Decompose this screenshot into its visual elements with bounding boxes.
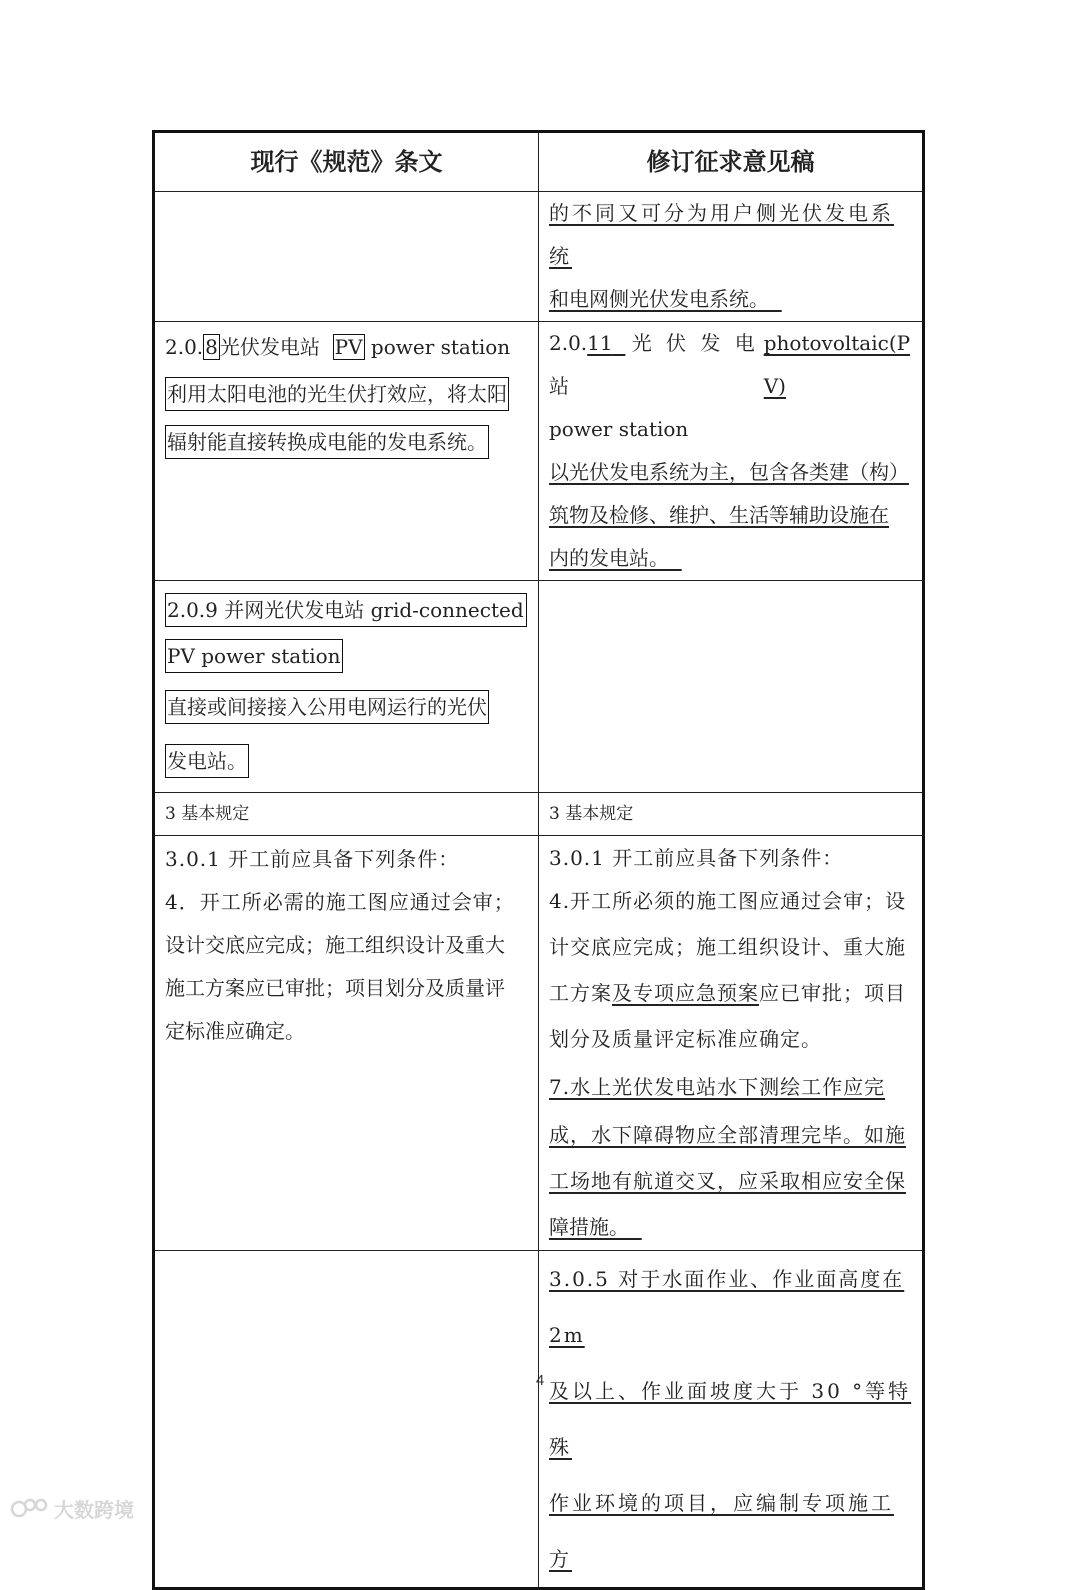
text-line: 筑物及检修、维护、生活等辅助设施在: [549, 503, 889, 527]
boxed-pv: PV: [334, 335, 363, 359]
text-line: 工方案及专项应急预案应已审批；项目: [549, 981, 906, 1005]
text-line: 定标准应确定。: [165, 1019, 305, 1043]
cell-right: [539, 1251, 924, 1589]
text-line: 利用太阳电池的光生伏打效应，将太阳: [165, 369, 528, 419]
watermark: [10, 1493, 134, 1523]
cell-left-empty: [154, 1251, 539, 1589]
page-number: 4: [535, 1372, 545, 1389]
text-line: 设计交底应完成；施工组织设计及重大: [165, 933, 505, 957]
section-left: 3 基本规定: [154, 793, 539, 836]
table-row: [154, 836, 924, 1251]
table-row: [154, 1251, 924, 1589]
text-line: 4.开工所必须的施工图应通过会审；设: [549, 889, 907, 913]
watermark-text: 大数跨境: [54, 1497, 134, 1522]
text-line: 2.0. 8 光伏发电站 PV power station: [165, 335, 511, 359]
text-line: 发电站。: [165, 735, 528, 787]
text-line: 直接或间接接入公用电网运行的光伏: [165, 679, 528, 735]
watermark-logo-icon: [10, 1495, 50, 1521]
text-line: 3.0.1 开工前应具备下列条件：: [165, 847, 460, 871]
cell-right-empty: [539, 581, 924, 793]
table-row: [154, 322, 924, 581]
table-row: [154, 192, 924, 322]
text-line: PV power station: [165, 633, 528, 679]
header-revised-draft: 修订征求意见稿: [539, 132, 924, 192]
text-line: 障措施。: [549, 1215, 629, 1239]
text-line: 3.0.5 对于水面作业、作业面高度在 2m: [549, 1267, 905, 1347]
text-line: 4．开工所必需的施工图应通过会审；: [165, 890, 515, 914]
text-line: 划分及质量评定标准应确定。: [549, 1027, 822, 1051]
text-line: 2.0.11 光 伏 发 电 站 photovoltaic(PV): [549, 331, 911, 398]
section-right: 3 基本规定: [539, 793, 924, 836]
section-row: [154, 793, 924, 836]
text-line: 以光伏发电系统为主，包含各类建（构）: [549, 460, 909, 484]
text-line: 内的发电站。: [549, 546, 669, 570]
cell-left: [154, 322, 539, 581]
header-current-clause: 现行《规范》条文: [154, 132, 539, 192]
cell-left-empty: [154, 192, 539, 322]
text-line: 7.水上光伏发电站水下测绘工作应完: [549, 1075, 886, 1099]
text-line: 及以上、作业面坡度大于 30 °等特殊: [549, 1379, 912, 1459]
text-line: 2.0.9 并网光伏发电站 grid-connected: [165, 587, 528, 633]
table-header-row: [154, 132, 924, 192]
text-line: 施工方案应已审批；项目划分及质量评: [165, 976, 505, 1000]
text-line: power station: [549, 417, 689, 441]
boxed-number: 8: [205, 335, 218, 359]
cell-right: [539, 322, 924, 581]
table-row: [154, 581, 924, 793]
underlined-insert: 及专项应急预案: [612, 981, 759, 1005]
cell-left: [154, 836, 539, 1251]
cell-right: [539, 192, 924, 322]
text-line: 作业环境的项目，应编制专项施工方: [549, 1491, 894, 1571]
text-line: 3.0.1 开工前应具备下列条件：: [549, 846, 844, 870]
text-line: 计交底应完成；施工组织设计、重大施: [549, 935, 906, 959]
cell-left: [154, 581, 539, 793]
comparison-table: [152, 130, 925, 1590]
cell-right: [539, 836, 924, 1251]
text-line: 成，水下障碍物应全部清理完毕。如施: [549, 1123, 906, 1147]
text-line: 工场地有航道交叉，应采取相应安全保: [549, 1169, 906, 1193]
text-line: 辐射能直接转换成电能的发电系统。: [165, 419, 528, 465]
text-line: 的不同又可分为用户侧光伏发电系统: [549, 201, 894, 268]
text-line: 和电网侧光伏发电系统。: [549, 287, 769, 311]
